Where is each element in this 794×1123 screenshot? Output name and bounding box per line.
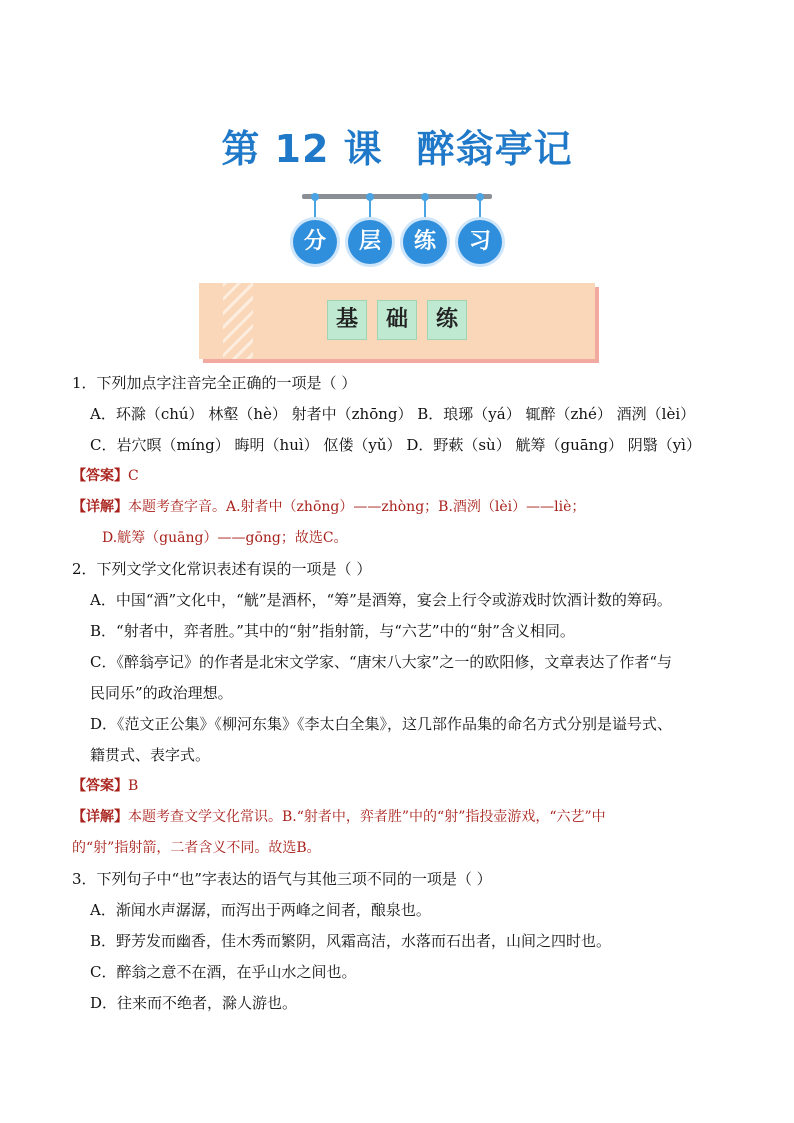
section-char: 础 <box>377 300 417 340</box>
question-2-stem: 2．下列文学文化常识表述有误的一项是（ ） <box>72 560 372 578</box>
explanation-text: 本题考查字音。A.射者中（zhōng）——zhòng；B.酒洌（lèi）——liè； <box>128 499 586 515</box>
answer-label: 【答案】 <box>72 468 128 484</box>
answer-value: C <box>128 468 139 484</box>
explanation-label: 【详解】 <box>72 499 128 515</box>
question-2-option-d-cont: 籍贯式、表字式。 <box>90 746 211 764</box>
question-3-option-a: A．渐闻水声潺潺，而泻出于两峰之间者，酿泉也。 <box>90 901 431 919</box>
question-1-options-cd: C．岩穴暝（míng） 晦明（huì） 伛偻（yǔ） D．野蔌（sù） 觥筹（guāng） 阴翳（yì） <box>90 436 701 454</box>
section-banner <box>199 283 595 359</box>
section-char: 基 <box>327 300 367 340</box>
badge-char: 层 <box>348 220 392 264</box>
question-3-option-d: D．往来而不绝者，滁人游也。 <box>90 994 298 1012</box>
hanger-string <box>479 196 481 222</box>
hanger-string <box>314 196 316 222</box>
question-2-option-b: B．“射者中，弈者胜。”其中的“射”指射箭，与“六艺”中的“射”含义相同。 <box>90 622 575 640</box>
question-2-option-c-cont: 民同乐”的政治理想。 <box>90 684 233 702</box>
practice-badges <box>0 220 794 266</box>
explanation-label: 【详解】 <box>72 809 128 825</box>
hanger-string <box>424 196 426 222</box>
hanger-string <box>369 196 371 222</box>
lesson-title <box>0 118 794 173</box>
question-2-explanation <box>72 802 732 833</box>
question-1-explanation-cont: D.觥筹（guāng）——gōng；故选C。 <box>102 530 348 546</box>
question-1-explanation <box>72 492 732 523</box>
question-2-explanation-cont: 的“射”指射箭，二者含义不同。故选B。 <box>72 840 321 856</box>
question-2-option-a: A．中国“酒”文化中，“觥”是酒杯，“筹”是酒筹，宴会上行令或游戏时饮酒计数的筹码。 <box>90 591 672 609</box>
lesson-number: 第 12 课 <box>221 127 383 171</box>
question-2-option-d: D．《范文正公集》《柳河东集》《李太白全集》，这几部作品集的命名方式分别是谥号式、 <box>90 715 673 733</box>
question-2-option-c: C．《醉翁亭记》的作者是北宋文学家、“唐宋八大家”之一的欧阳修，文章表达了作者“与 <box>90 653 672 671</box>
question-3-option-b: B．野芳发而幽香，佳木秀而繁阴，风霜高洁，水落而石出者，山间之四时也。 <box>90 932 612 950</box>
question-1-options-ab: A．环滁（chú） 林壑（hè） 射者中（zhōng） B．琅琊（yá） 辄醉（zhé） 酒洌（lèi） <box>90 405 696 423</box>
section-char: 练 <box>427 300 467 340</box>
question-3-stem: 3．下列句子中“也”字表达的语气与其他三项不同的一项是（ ） <box>72 870 492 888</box>
question-1-answer <box>72 461 732 492</box>
explanation-text: 本题考查文学文化常识。B.“射者中，弈者胜”中的“射”指投壶游戏，“六艺”中 <box>128 809 606 825</box>
question-2-answer <box>72 771 732 802</box>
badge-char: 练 <box>403 220 447 264</box>
question-3-option-c: C．醉翁之意不在酒，在乎山水之间也。 <box>90 963 357 981</box>
answer-value: B <box>128 778 139 794</box>
answer-label: 【答案】 <box>72 778 128 794</box>
lesson-name: 醉翁亭记 <box>416 127 573 171</box>
question-list <box>72 368 732 1019</box>
badge-char: 分 <box>293 220 337 264</box>
badge-char: 习 <box>458 220 502 264</box>
question-1-stem: 1．下列加点字注音完全正确的一项是（ ） <box>72 374 357 392</box>
